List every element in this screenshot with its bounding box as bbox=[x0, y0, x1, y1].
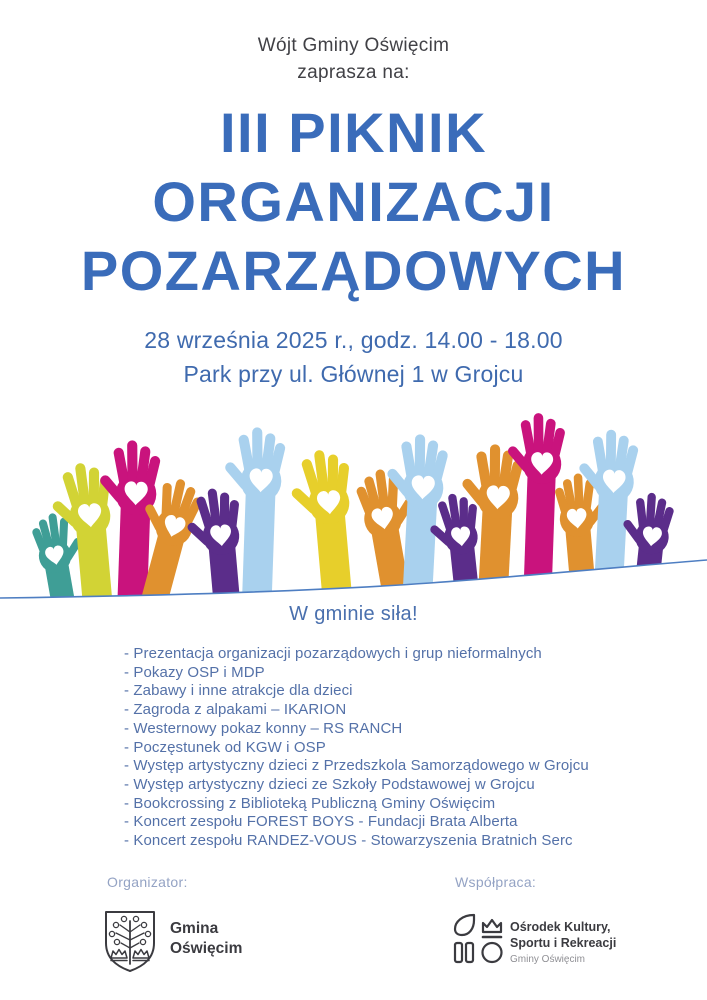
invitation-line: zaprasza na: bbox=[297, 62, 410, 83]
attraction-item: - Pokazy OSP i MDP bbox=[124, 663, 265, 681]
attraction-item: - Bookcrossing z Biblioteką Publiczną Gminy Oświęcim bbox=[124, 794, 496, 812]
organizer-name-line-1: Gmina bbox=[170, 920, 219, 937]
event-location: Park przy ul. Głównej 1 w Grojcu bbox=[183, 361, 524, 387]
cooperation-label: Współpraca: bbox=[455, 874, 537, 890]
inviter-line: Wójt Gminy Oświęcim bbox=[257, 35, 450, 56]
page-title bbox=[0, 98, 707, 305]
attraction-item: - Prezentacja organizacji pozarządowych i grup nieformalnych bbox=[124, 645, 542, 662]
cooperation-name bbox=[510, 919, 616, 966]
organizer-name bbox=[170, 919, 242, 958]
tagline: W gminie siła! bbox=[289, 603, 418, 625]
attraction-item: - Zagroda z alpakami – IKARION bbox=[124, 701, 347, 719]
attraction-item: - Zabawy i inne atrakcje dla dzieci bbox=[124, 682, 353, 700]
hand-yellow-icon bbox=[294, 453, 370, 608]
title-line-2: ORGANIZACJI bbox=[152, 170, 555, 233]
invitation-header bbox=[0, 32, 707, 86]
gmina-oswiecim-coat-of-arms-icon bbox=[103, 910, 157, 974]
cooperation-name-line-1: Ośrodek Kultury, bbox=[510, 920, 611, 934]
attraction-item: - Występ artystyczny dzieci z Przedszkola Samorządowego w Grojcu bbox=[124, 757, 589, 775]
cooperation-name-line-2: Sportu i Rekreacji bbox=[510, 936, 617, 950]
oksir-logo-icon bbox=[452, 912, 506, 966]
attraction-item: - Koncert zespołu RANDEZ-VOUS - Stowarzyszenia Bratnich Serc bbox=[124, 832, 573, 850]
cooperation-name-line-3: Gminy Oświęcim bbox=[510, 954, 586, 965]
attraction-item: - Westernowy pokaz konny – RS RANCH bbox=[124, 719, 403, 737]
attraction-item: - Koncert zespołu FOREST BOYS - Fundacji Brata Alberta bbox=[124, 813, 518, 831]
event-datetime: 28 września 2025 r., godz. 14.00 - 18.00 bbox=[144, 327, 563, 353]
title-line-1: III PIKNIK bbox=[219, 101, 488, 164]
attractions-list bbox=[124, 645, 589, 851]
attraction-item: - Poczęstunek od KGW i OSP bbox=[124, 738, 326, 756]
attraction-item: - Występ artystyczny dzieci ze Szkoły Podstawowej w Grojcu bbox=[124, 775, 535, 793]
organizer-label: Organizator: bbox=[107, 874, 188, 890]
raised-hands-illustration bbox=[0, 408, 707, 608]
organizer-name-line-2: Oświęcim bbox=[170, 939, 243, 957]
event-details bbox=[0, 323, 707, 391]
title-line-3: POZARZĄDOWYCH bbox=[80, 239, 627, 302]
